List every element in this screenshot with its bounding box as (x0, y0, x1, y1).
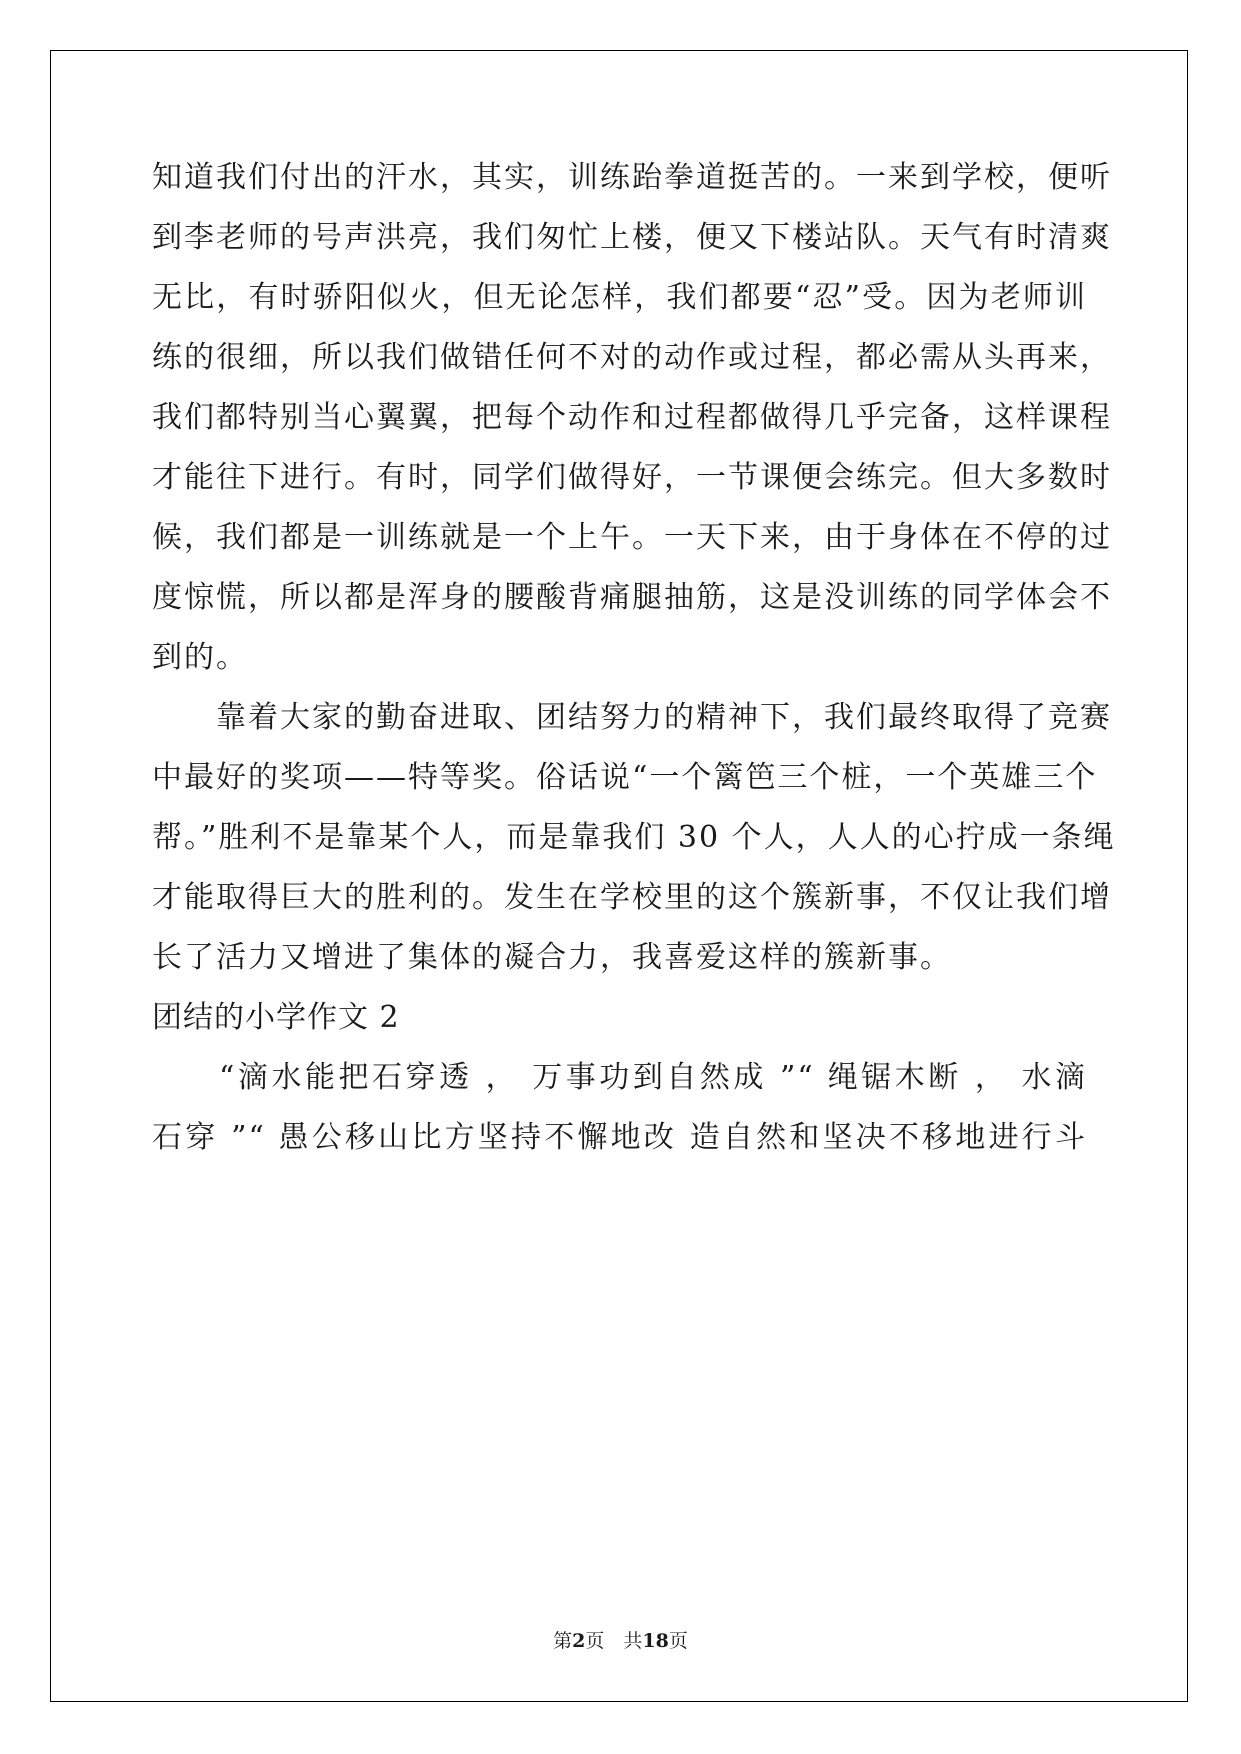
text-line: 中最好的奖项——特等奖。俗话说“一个篱笆三个桩，一个英雄三个 (152, 760, 1098, 795)
document-body (152, 148, 1116, 1168)
text-line: 候，我们都是一训练就是一个上午。一天下来，由于身体在不停的过 (152, 520, 1112, 555)
text-line: 靠着大家的勤奋进取、团结努力的精神下，我们最终取得了竞赛 (152, 700, 1112, 735)
text-line: 我们都特别当心翼翼，把每个动作和过程都做得几乎完备，这样课程 (152, 400, 1112, 435)
text-line: 才能取得巨大的胜利的。发生在学校里的这个簇新事，不仅让我们增 (152, 880, 1112, 915)
text-line: 才能往下进行。有时，同学们做得好，一节课便会练完。但大多数时 (152, 460, 1112, 495)
text-line: 长了活力又增进了集体的凝合力，我喜爱这样的簇新事。 (152, 940, 952, 975)
footer-total-suffix: 页 (668, 1630, 688, 1652)
page-footer (0, 1626, 1241, 1653)
text-line: 无比，有时骄阳似火，但无论怎样，我们都要“忍”受。因为老师训 (152, 280, 1087, 315)
text-line: 到的。 (152, 640, 248, 675)
text-line: 帮。”胜利不是靠某个人，而是靠我们 30 个人，人人的心拧成一条绳 (152, 820, 1116, 855)
total-pages: 18 (642, 1630, 669, 1652)
text-line: “滴水能把石穿透 ， 万事功到自然成 ”“ 绳锯木断 ， 水滴 (152, 1060, 1087, 1095)
footer-prefix: 第 (553, 1630, 573, 1652)
section-heading: 团结的小学作文 2 (152, 1000, 400, 1035)
text-line: 知道我们付出的汗水，其实，训练跆拳道挺苦的。一来到学校，便听 (152, 160, 1112, 195)
text-line: 石穿 ”“ 愚公移山比方坚持不懈地改 造自然和坚决不移地进行斗 (152, 1120, 1087, 1155)
text-line: 练的很细，所以我们做错任何不对的动作或过程，都必需从头再来， (152, 340, 1112, 375)
text-line: 到李老师的号声洪亮，我们匆忙上楼，便又下楼站队。天气有时清爽 (152, 220, 1112, 255)
footer-page-suffix: 页 共 (585, 1630, 643, 1652)
page-number: 2 (572, 1630, 586, 1652)
text-line: 度惊慌，所以都是浑身的腰酸背痛腿抽筋，这是没训练的同学体会不 (152, 580, 1112, 615)
